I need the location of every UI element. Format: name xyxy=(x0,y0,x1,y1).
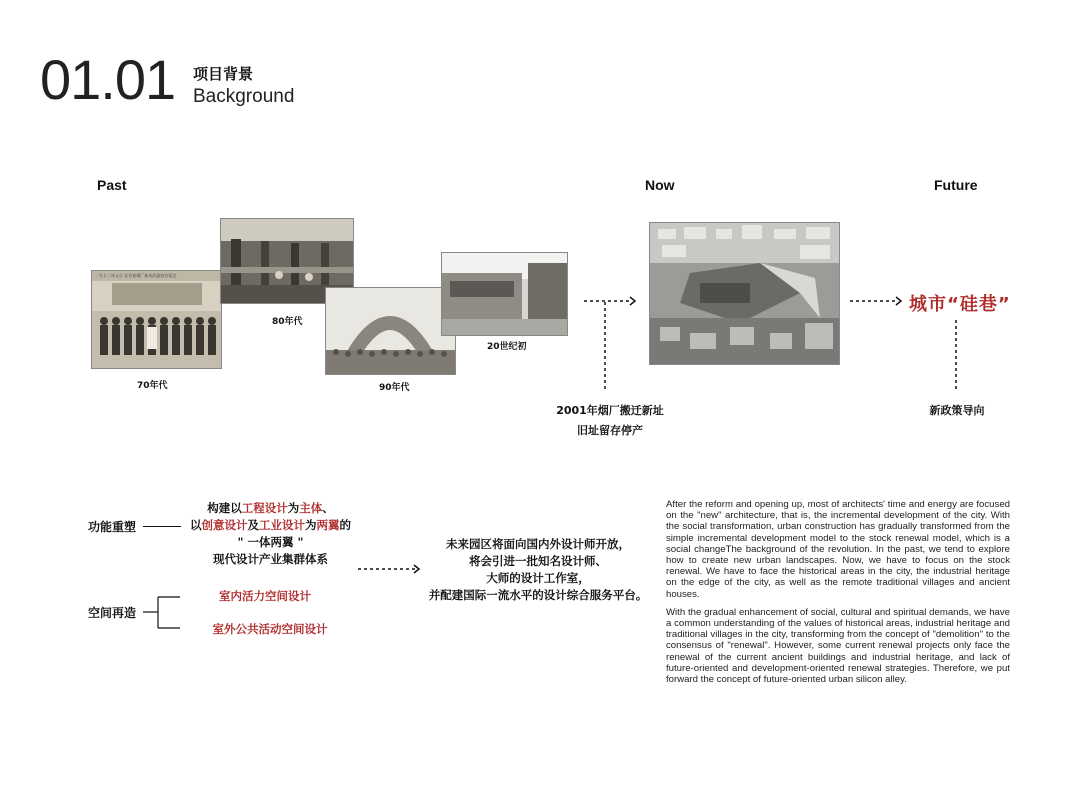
photo-1970s xyxy=(91,270,222,369)
section-title-en: Background xyxy=(193,86,295,107)
fn-l4: 现代设计产业集群体系 xyxy=(213,552,328,566)
now-note-line2: 旧址留存停产 xyxy=(577,424,643,437)
space-item-indoor: 室内活力空间设计 xyxy=(219,589,311,603)
now-label: Now xyxy=(645,177,675,193)
park-line-1: 未来园区将面向国内外设计师开放， xyxy=(446,537,630,551)
future-note: 新政策导向 xyxy=(929,404,985,417)
now-note-line1: 2001年烟厂搬迁新址 xyxy=(556,404,664,417)
fn-l1-a: 构建以 xyxy=(207,501,242,515)
fn-l2-c: 及 xyxy=(247,518,259,532)
function-label: 功能重塑 xyxy=(88,520,137,534)
park-line-4: 并配建国际一流水平的设计综合服务平台。 xyxy=(428,588,648,602)
caption-1980s: 80年代 xyxy=(272,317,303,327)
caption-1970s: 70年代 xyxy=(137,381,168,391)
fn-l1-c: 为 xyxy=(287,501,300,515)
section-number: 01.01 xyxy=(40,48,176,111)
photo-1990s xyxy=(325,287,456,375)
future-label: Future xyxy=(934,177,978,193)
arrow-now-to-future xyxy=(850,295,906,307)
photo-2000s xyxy=(441,252,568,336)
function-connector xyxy=(143,526,181,527)
park-line-3: 大师的设计工作室， xyxy=(486,571,590,585)
space-bracket xyxy=(140,594,182,634)
photo-now-aerial xyxy=(649,222,840,365)
future-vertical-line xyxy=(951,320,961,392)
past-label: Past xyxy=(97,177,127,193)
space-item-outdoor: 室外公共活动空间设计 xyxy=(212,622,328,636)
function-description xyxy=(178,500,363,568)
arrow-past-to-now xyxy=(584,295,640,307)
photo-1970s-inscription: 一九七二年元旦 北京卷烟厂技术改造协会留念 xyxy=(95,273,177,278)
description-paragraph-1: After the reform and opening up, most of architects' time and energy are focused on the "new" architecture, that is, the incremental development of the city. With the social transformation, urban construction has gradually transformed from the simple incremental development model to the stock renewal model, which is a social changeThe background of the revolution. In the past, we tend to explore how to create new urban landscapes. Now, we have to focus on the stock renewal. We have to face the historical areas in the city, the industrial heritage on the edge of the city, as well as the remote traditional villages and ancient houses. xyxy=(666,499,1010,600)
park-line-2: 将会引进一批知名设计师、 xyxy=(469,554,607,568)
fn-l2-d: 工业设计 xyxy=(259,518,305,532)
fn-l1-d: 主体 xyxy=(299,501,323,515)
fn-l3: " 一体两翼 " xyxy=(237,535,304,549)
now-note xyxy=(540,401,680,441)
now-vertical-line xyxy=(600,302,610,392)
future-park-plan xyxy=(424,536,652,604)
description-paragraph-2: With the gradual enhancement of social, cultural and spiritual demands, we have a common understanding of the values of historical areas, industrial heritage and traditional villages in the city, transforming from the concept of "demolition" to the consensus of "renewal". However, some current renewal projects only face the renewal of the current ancient buildings and industrial heritage, and lack of future-oriented and development-oriented renewal strategies. Therefore, we put forward the concept of future-oriented urban silicon alley. xyxy=(666,606,1010,686)
fn-l2-a: 以 xyxy=(190,518,202,532)
fn-l1-b: 工程设计 xyxy=(241,501,288,515)
description-text xyxy=(666,499,1010,692)
fn-l2-f: 两翼 xyxy=(316,518,340,532)
future-title: 城市“硅巷” xyxy=(909,294,1011,315)
section-title-cn: 项目背景 xyxy=(193,65,254,83)
fn-l2-b: 创意设计 xyxy=(201,518,248,532)
space-label: 空间再造 xyxy=(88,606,137,620)
fn-l1-e: 、 xyxy=(322,501,334,515)
fn-l2-g: 的 xyxy=(339,518,351,532)
caption-2000s: 20世纪初 xyxy=(487,342,527,352)
caption-1990s: 90年代 xyxy=(379,383,410,393)
arrow-plan-to-future xyxy=(358,563,424,575)
fn-l2-e: 为 xyxy=(305,518,317,532)
